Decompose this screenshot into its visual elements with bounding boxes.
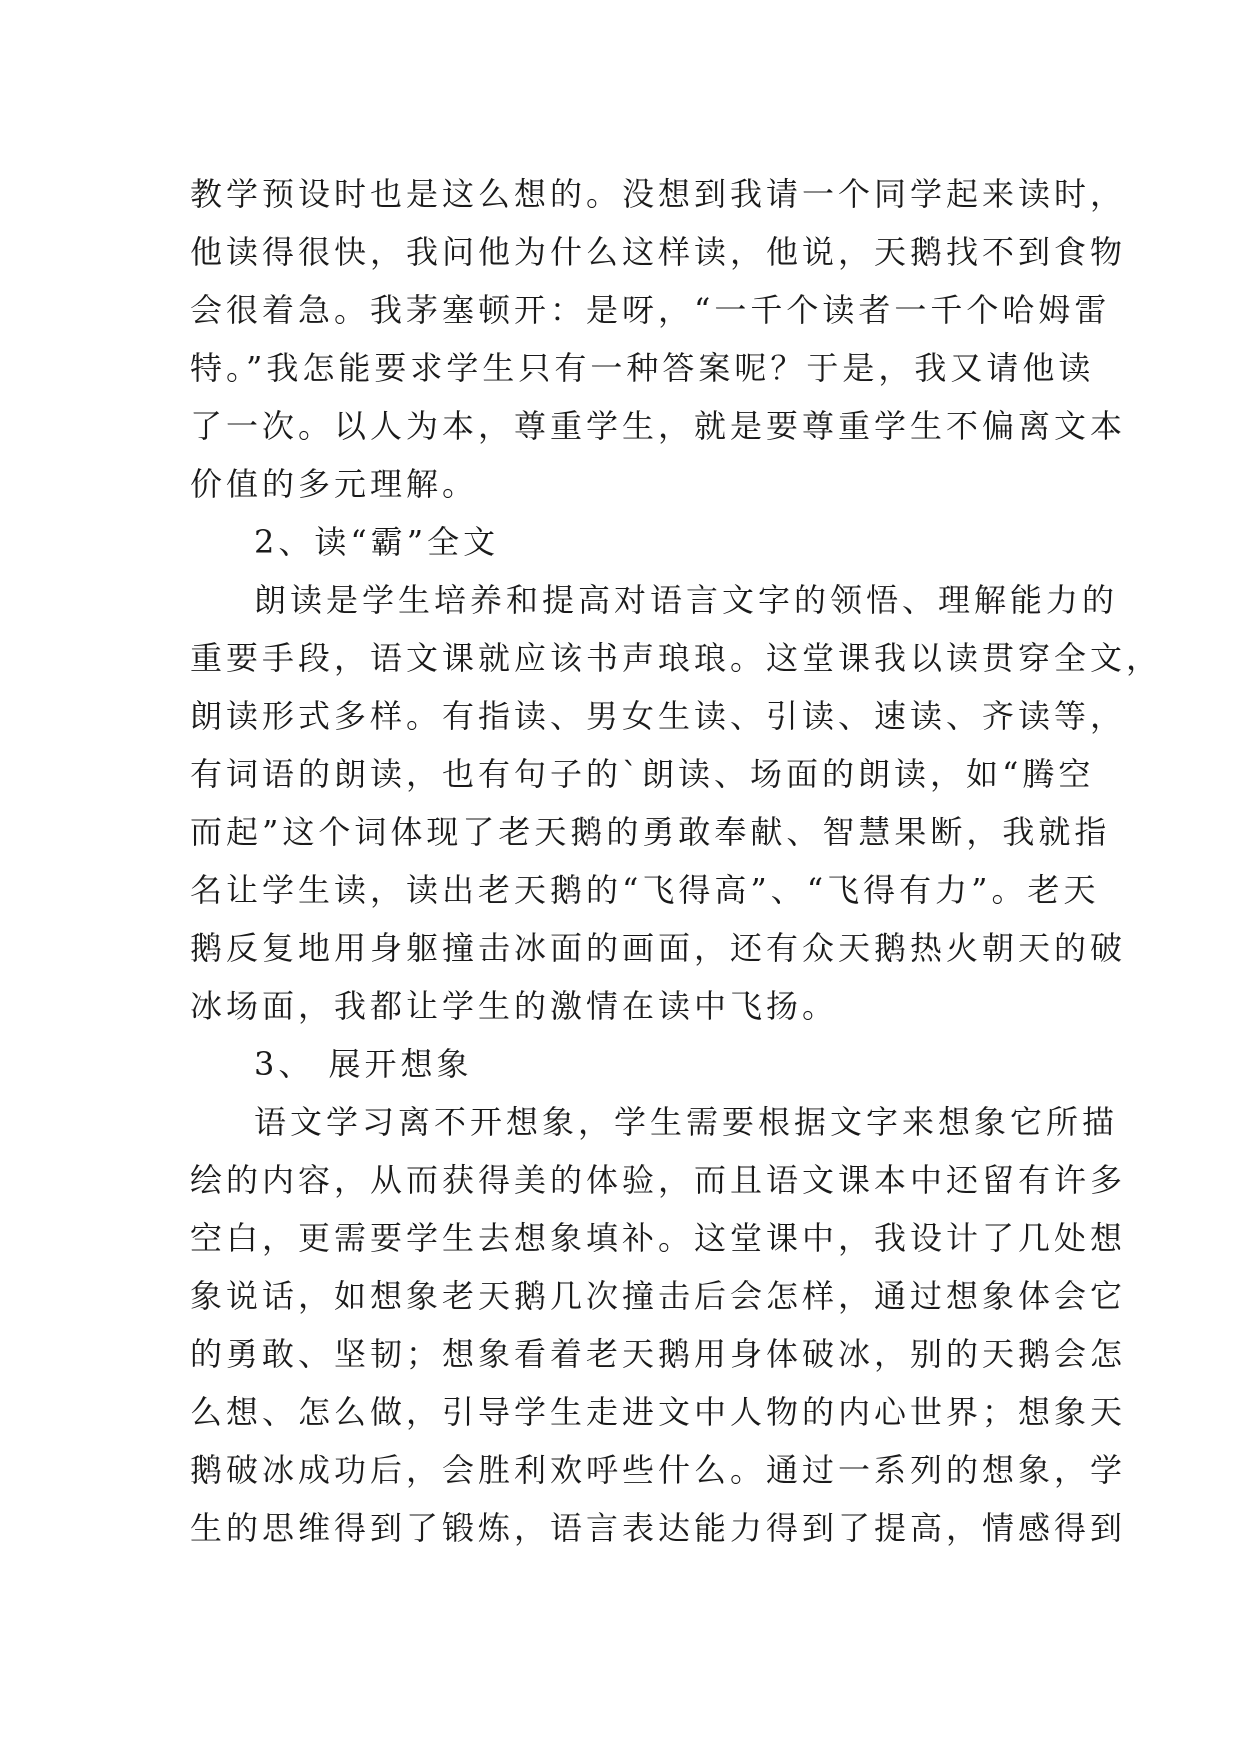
text-line: 鹅反复地用身躯撞击冰面的画面，还有众天鹅热火朝天的破 bbox=[190, 929, 1127, 967]
text-line: 会很着急。我茅塞顿开：是呀，“一千个读者一千个哈姆雷 bbox=[190, 291, 1111, 329]
text-line: 而起”这个词体现了老天鹅的勇敢奉献、智慧果断，我就指 bbox=[190, 813, 1111, 851]
text-line: 鹅破冰成功后，会胜利欢呼些什么。通过一系列的想象，学 bbox=[190, 1451, 1127, 1489]
text-line: 有词语的朗读，也有句子的`朗读、场面的朗读，如“腾空 bbox=[190, 755, 1095, 793]
text-line: 朗读是学生培养和提高对语言文字的领悟、理解能力的 bbox=[254, 581, 1119, 619]
text-line: 生的思维得到了锻炼，语言表达能力得到了提高，情感得到 bbox=[190, 1509, 1127, 1547]
text-line: 的勇敢、坚韧；想象看着老天鹅用身体破冰，别的天鹅会怎 bbox=[190, 1335, 1127, 1373]
text-line: 价值的多元理解。 bbox=[190, 465, 479, 503]
text-line: 他读得很快，我问他为什么这样读，他说，天鹅找不到食物 bbox=[190, 233, 1127, 271]
text-line: 绘的内容，从而获得美的体验，而且语文课本中还留有许多 bbox=[190, 1161, 1127, 1199]
text-line: 么想、怎么做，引导学生走进文中人物的内心世界；想象天 bbox=[190, 1393, 1127, 1431]
section-heading: 3、 展开想象 bbox=[254, 1045, 473, 1083]
text-line: 语文学习离不开想象，学生需要根据文字来想象它所描 bbox=[254, 1103, 1119, 1141]
text-line: 特。”我怎能要求学生只有一种答案呢？于是，我又请他读 bbox=[190, 349, 1095, 387]
text-line: 重要手段，语文课就应该书声琅琅。这堂课我以读贯穿全文， bbox=[190, 639, 1163, 677]
text-line: 冰场面，我都让学生的激情在读中飞扬。 bbox=[190, 987, 839, 1025]
document-body bbox=[190, 165, 1163, 1557]
text-line: 空白，更需要学生去想象填补。这堂课中，我设计了几处想 bbox=[190, 1219, 1127, 1257]
section-heading: 2、读“霸”全文 bbox=[254, 523, 500, 561]
text-line: 象说话，如想象老天鹅几次撞击后会怎样，通过想象体会它 bbox=[190, 1277, 1127, 1315]
text-line: 教学预设时也是这么想的。没想到我请一个同学起来读时， bbox=[190, 175, 1127, 213]
text-line: 朗读形式多样。有指读、男女生读、引读、速读、齐读等， bbox=[190, 697, 1127, 735]
text-line: 了一次。以人为本，尊重学生，就是要尊重学生不偏离文本 bbox=[190, 407, 1127, 445]
text-line: 名让学生读，读出老天鹅的“飞得高”、“飞得有力”。老天 bbox=[190, 871, 1100, 909]
